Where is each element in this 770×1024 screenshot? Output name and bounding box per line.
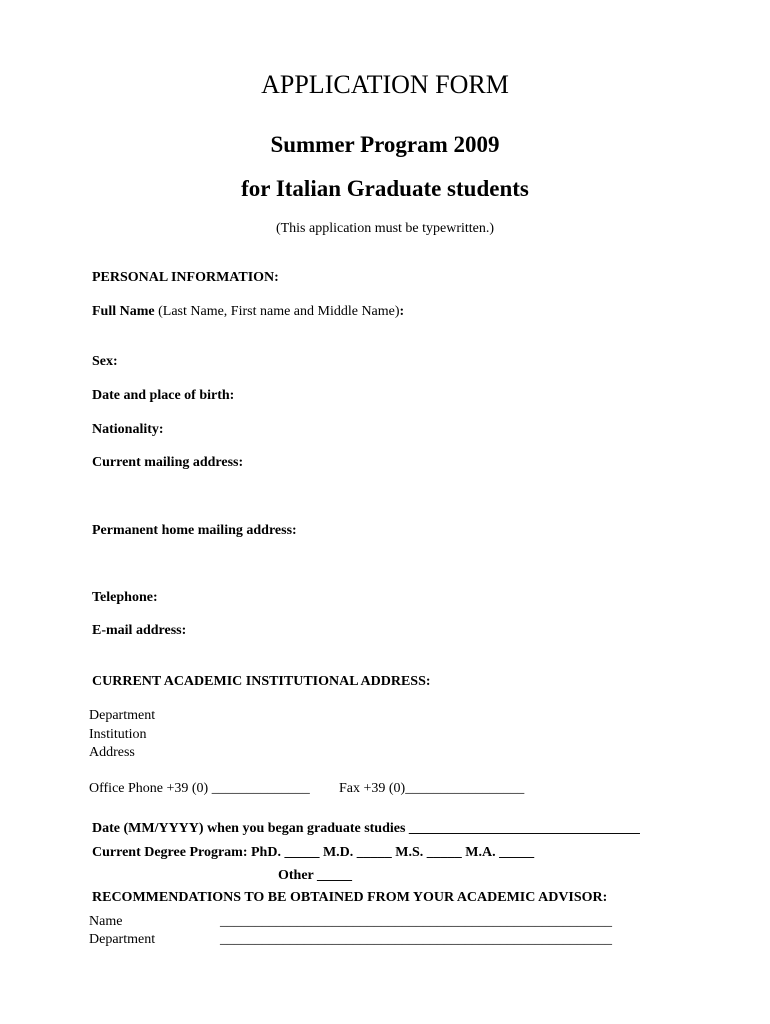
academic-address-heading: CURRENT ACADEMIC INSTITUTIONAL ADDRESS: [92, 674, 431, 689]
advisor-department-label: Department [89, 932, 156, 947]
permanent-address-label: Permanent home mailing address: [92, 523, 297, 538]
graduate-start-date-field: Date (MM/YYYY) when you began graduate studies _________________________________ [92, 821, 640, 836]
recommendations-heading: RECOMMENDATIONS TO BE OBTAINED FROM YOUR ACADEMIC ADVISOR: [92, 890, 608, 905]
program-audience: for Italian Graduate students [241, 176, 529, 201]
telephone-label: Telephone: [92, 590, 158, 605]
nationality-label: Nationality: [92, 422, 164, 437]
advisor-name-label: Name [89, 914, 123, 929]
institution-label: Institution [89, 727, 147, 742]
personal-info-heading: PERSONAL INFORMATION: [92, 270, 279, 285]
sex-label: Sex: [92, 354, 118, 369]
typewritten-note: (This application must be typewritten.) [275, 221, 495, 236]
email-label: E-mail address: [92, 623, 187, 638]
advisor-name-line: ________________________________________________________ [220, 914, 612, 929]
full-name-field [92, 304, 404, 320]
office-phone-field: Office Phone +39 (0) ______________ [89, 781, 310, 796]
mailing-address-label: Current mailing address: [92, 455, 244, 470]
other-degree-field: Other _____ [278, 868, 353, 883]
birth-label: Date and place of birth: [92, 388, 235, 403]
department-label: Department [89, 708, 156, 723]
degree-program-field: Current Degree Program: PhD. _____ M.D. _____ M.S. _____ M.A. _____ [92, 845, 535, 860]
fax-field: Fax +39 (0)_________________ [339, 781, 525, 796]
full-name-label: Full Name [92, 304, 155, 319]
address-label: Address [89, 745, 135, 760]
advisor-department-line: ________________________________________________________ [220, 932, 612, 947]
form-title: APPLICATION FORM [261, 70, 509, 99]
program-title: Summer Program 2009 [270, 132, 500, 157]
full-name-hint: (Last Name, First name and Middle Name) [154, 304, 400, 319]
full-name-colon: : [399, 304, 405, 319]
